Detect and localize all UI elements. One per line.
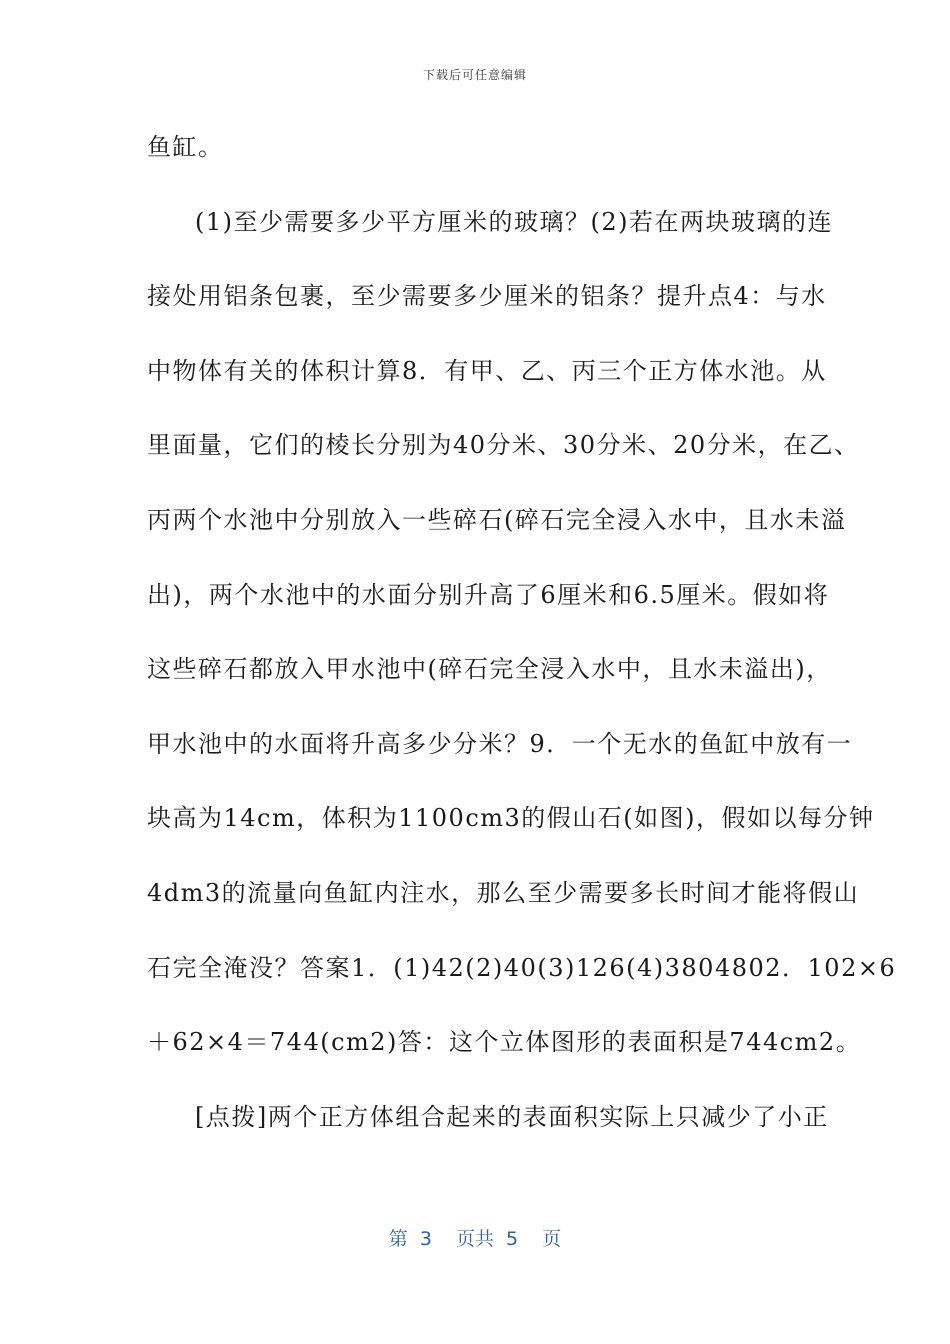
text-line: (1)至少需要多少平方厘米的玻璃？(2)若在两块玻璃的连 [195, 207, 833, 236]
text-line: 中物体有关的体积计算8．有甲、乙、丙三个正方体水池。从 [147, 356, 827, 385]
text-line: 丙两个水池中分别放入一些碎石(碎石完全浸入水中，且水未溢 [147, 505, 847, 534]
text-line: 出)，两个水池中的水面分别升高了6厘米和6.5厘米。假如将 [147, 580, 830, 609]
page-header: 下载后可任意编辑 [422, 68, 527, 82]
text-line: 石完全淹没？答案1．(1)42(2)40(3)126(4)3804802．102×6 [147, 953, 897, 982]
text-line: 4dm3的流量向鱼缸内注水，那么至少需要多长时间才能将假山 [147, 878, 860, 907]
text-line: ＋62×4＝744(cm2)答：这个立体图形的表面积是744cm2。 [147, 1028, 862, 1057]
text-line: 这些碎石都放入甲水池中(碎石完全浸入水中，且水未溢出)， [147, 655, 832, 684]
text-line: 块高为14cm，体积为1100cm3的假山石(如图)，假如以每分钟 [147, 804, 875, 833]
text-line: [点拨]两个正方体组合起来的表面积实际上只减少了小正 [195, 1102, 829, 1131]
page-footer [0, 1224, 950, 1251]
text-line: 鱼缸。 [147, 133, 224, 161]
document-body [147, 110, 897, 1154]
text-line: 接处用铝条包裹，至少需要多少厘米的铝条？提升点4：与水 [147, 282, 827, 311]
page-number: 第 3 页共 5 页 [388, 1228, 562, 1250]
text-line: 甲水池中的水面将升高多少分米？9．一个无水的鱼缸中放有一 [147, 729, 853, 758]
text-line: 里面量，它们的棱长分别为40分米、30分米、20分米，在乙、 [147, 431, 860, 460]
